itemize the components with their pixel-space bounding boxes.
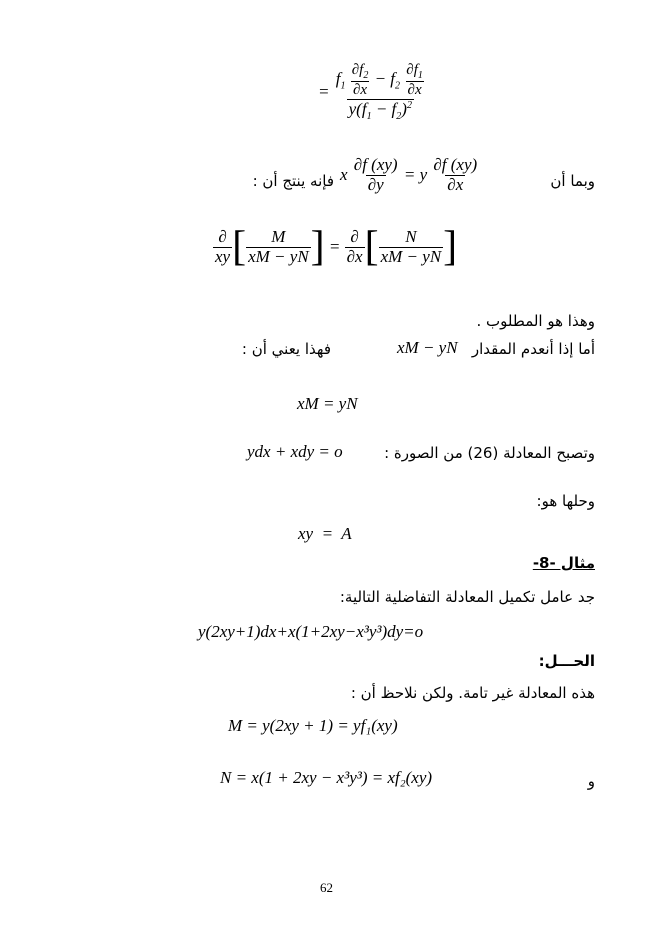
eq3-d1-num: ∂ — [218, 226, 227, 246]
num-frac1-num: ∂f — [351, 62, 364, 78]
eq-example: y(2xy+1)dx+x(1+2xy−x³y³)dy=o — [198, 622, 424, 641]
text-required: وهذا هو المطلوب . — [476, 312, 595, 330]
eq3-d1 — [213, 228, 232, 266]
vanish-expr: xM − yN — [397, 338, 458, 357]
eq3-d2-den: ∂x — [346, 246, 363, 266]
eq3-d2-num: ∂ — [350, 226, 359, 246]
page-number: 62 — [320, 880, 333, 895]
num-frac2-den: ∂x — [407, 82, 422, 98]
example-heading: مثال -8- — [532, 554, 595, 572]
becomes-expr: ydx + xdy = o — [247, 442, 343, 461]
eq3-inner1-den: xM − yN — [248, 246, 309, 266]
eq-xy: xy = A — [298, 524, 352, 543]
eq3-bracket-open-1: [ — [232, 224, 247, 270]
den-sub2: 2 — [396, 110, 402, 122]
line2-frac-b — [431, 156, 479, 194]
eq3-equals: = — [328, 237, 341, 256]
eq3-d2 — [345, 228, 365, 266]
line2-x: x — [340, 165, 348, 185]
den-part1: y(f — [348, 99, 367, 119]
line2-arabic-right: وبما أن — [550, 172, 595, 190]
eq3 — [213, 226, 457, 268]
eq3-bracket-close-2: ] — [443, 224, 458, 270]
line2-eq: = y — [403, 165, 428, 185]
text-solution-is: وحلها هو: — [536, 492, 595, 510]
eq-top-denominator — [347, 99, 414, 122]
line2-frac-a — [352, 156, 400, 194]
num-f2: f — [390, 69, 396, 89]
eq3-inner1 — [246, 228, 311, 266]
line2-frac-a-num: ∂f (xy) — [353, 155, 398, 174]
num-frac1-den: ∂x — [352, 82, 368, 98]
eq3-bracket-open-2: [ — [364, 224, 379, 270]
eq-top — [318, 62, 427, 122]
num-frac2-num: ∂f — [406, 62, 418, 78]
eq3-bracket-close-1: ] — [310, 224, 325, 270]
eq-top-numerator — [334, 62, 427, 99]
eq3-inner2 — [379, 228, 444, 266]
num-frac1 — [350, 62, 371, 99]
num-f1: f — [335, 69, 341, 89]
vanish-arabic-left: فهذا يعني أن : — [241, 340, 331, 358]
num-frac2-sub: 1 — [417, 70, 423, 81]
line2-frac-a-den: ∂y — [367, 174, 384, 194]
line2-arabic-left: فإنه ينتج أن : — [252, 172, 334, 190]
line2-frac-b-den: ∂x — [447, 174, 464, 194]
den-pow: 2 — [406, 99, 412, 111]
and-char: و — [587, 772, 595, 790]
solution-heading: الحـــل: — [538, 652, 595, 670]
eq-N: N = x(1 + 2xy − x³y³) = xf₂(xy) — [220, 768, 433, 787]
vanish-arabic-right: أما إذا أنعدم المقدار — [471, 340, 595, 358]
den-mid: − f — [371, 99, 397, 119]
den-sub1: 1 — [366, 110, 372, 122]
eq-top-fraction — [334, 62, 427, 122]
num-f2-sub: 2 — [395, 80, 401, 92]
num-frac1-sub: 2 — [363, 70, 369, 81]
den-end: ) — [401, 99, 407, 119]
num-f1-sub: 1 — [340, 80, 346, 92]
eq3-inner2-den: xM − yN — [380, 246, 442, 266]
eq3-inner1-num: M — [271, 226, 286, 246]
eq3-inner2-num: N — [405, 226, 417, 246]
text-find-factor: جد عامل تكميل المعادلة التفاضلية التالية: — [339, 588, 595, 606]
eq-xm: xM = yN — [297, 394, 358, 413]
num-frac2 — [404, 62, 425, 99]
eq-M: M = y(2xy + 1) = yf₁(xy) — [228, 716, 398, 735]
text-not-exact: هذه المعادلة غير تامة. ولكن نلاحظ أن : — [350, 684, 595, 702]
becomes-arabic: وتصبح المعادلة (26) من الصورة : — [384, 444, 595, 462]
line2-equation — [340, 156, 479, 194]
num-minus: − — [374, 69, 387, 89]
eq-top-equals: = — [318, 81, 330, 101]
eq3-d1-den: xy — [215, 246, 231, 266]
line2-frac-b-num: ∂f (xy) — [433, 155, 478, 174]
